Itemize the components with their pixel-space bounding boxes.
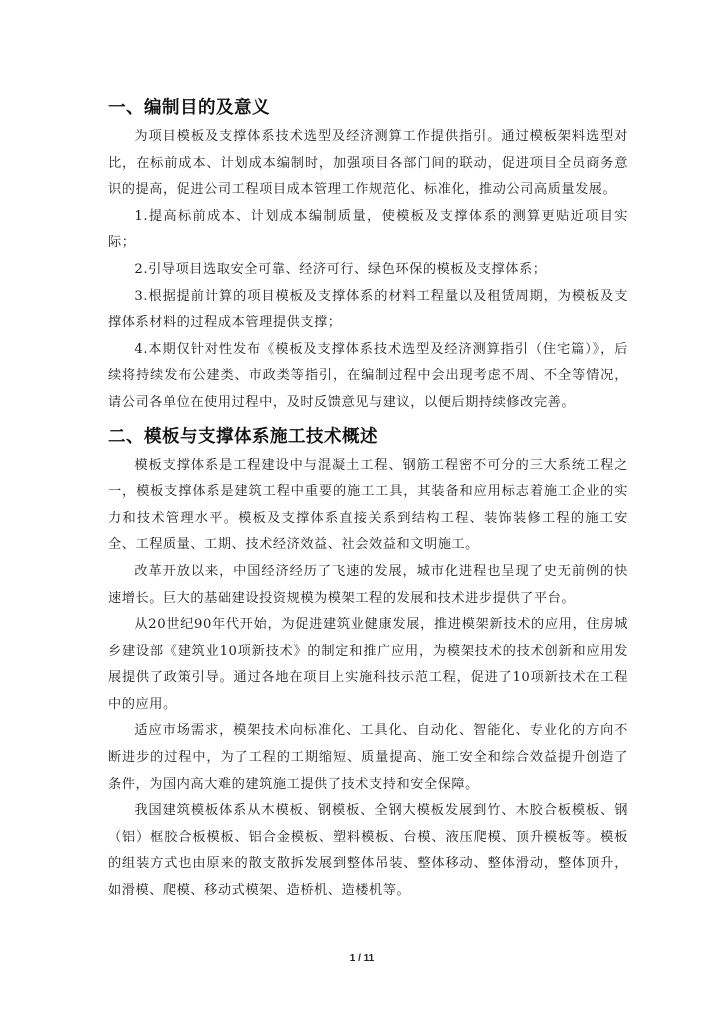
list-item: 2.引导项目选取安全可靠、经济可行、绿色环保的模板及支撑体系； <box>134 261 547 277</box>
paragraph: 从20世纪90年代开始，为促进建筑业健康发展，推进模架新技术的应用，住房城乡建设部《建筑业10项新技术》的制定和推广应用，为模架技术的技术创新和应用发展提供了政策引导。通过各地在项目上实施科技示范工程，促进了10项新技术在工程中的应用。 <box>108 617 628 712</box>
paragraph: 模板支撑体系是工程建设中与混凝土工程、钢筋工程密不可分的三大系统工程之一，模板支撑体系是建筑工程中重要的施工工具，其装备和应用标志着施工企业的实力和技术管理水平。模板及支撑体系直接关系到结构工程、装饰装修工程的施工安全、工程质量、工期、技术经济效益、社会效益和文明施工。 <box>108 457 628 553</box>
paragraph: 适应市场需求，模架技术向标准化、工具化、自动化、智能化、专业化的方向不断进步的过程中，为了工程的工期缩短、质量提高、施工安全和综合效益提升创造了条件，为国内高大难的建筑施工提供了技术支持和安全保障。 <box>108 723 628 792</box>
section-heading-purpose: 一、编制目的及意义 <box>108 98 270 118</box>
paragraph: 为项目模板及支撑体系技术选型及经济测算工作提供指引。通过模板架料选型对比，在标前成本、计划成本编制时，加强项目各部门间的联动，促进项目全员商务意识的提高，促进公司工程项目成本管理工作规范化、标准化，推动公司高质量发展。 <box>108 129 628 198</box>
paragraph: 改革开放以来，中国经济经历了飞速的发展，城市化进程也呈现了史无前例的快速增长。巨大的基础建设投资规模为模架工程的发展和技术进步提供了平台。 <box>108 563 628 606</box>
list-item: 3.根据提前计算的项目模板及支撑体系的材料工程量以及租赁周期，为模板及支撑体系材料的过程成本管理提供支撑； <box>108 288 628 331</box>
page-number: 1 / 11 <box>349 953 375 964</box>
page-content <box>108 92 628 905</box>
section-heading-overview: 二、模板与支撑体系施工技术概述 <box>108 426 378 447</box>
list-item: 4.本期仅针对性发布《模板及支撑体系技术选型及经济测算指引（住宅篇）》，后续将持续发布公建类、市政类等指引，在编制过程中会出现考虑不周、不全等情况，请公司各单位在使用过程中，及时反馈意见与建议，以便后期持续修改完善。 <box>108 341 628 410</box>
paragraph: 我国建筑模板体系从木模板、钢模板、全钢大模板发展到竹、木胶合板模板、钢（铝）框胶合板模板、铝合金模板、塑料模板、台模、液压爬模、顶升模板等。模板的组装方式也由原来的散支散拆发展到整体吊装、整体移动、整体滑动，整体顶升，如滑模、爬模、移动式模架、造桥机、造楼机等。 <box>108 803 628 899</box>
list-item: 1.提高标前成本、计划成本编制质量，使模板及支撑体系的测算更贴近项目实际； <box>108 208 628 251</box>
